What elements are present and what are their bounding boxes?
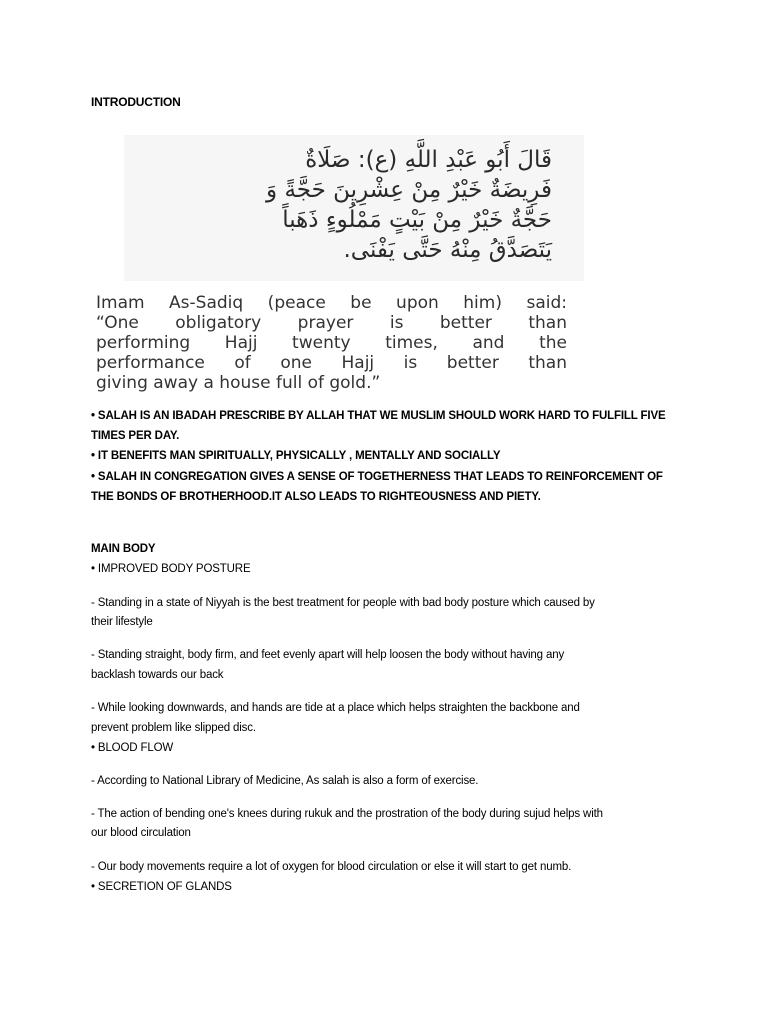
body-text-line: - Standing in a state of Niyyah is the best treatment for people with bad body posture which caused by [91,597,595,609]
main-body-heading: MAIN BODY [91,543,156,555]
body-text-line: - Our body movements require a lot of oxygen for blood circulation or else it will start to get numb. [91,861,572,873]
secretion-of-glands-heading: • SECRETION OF GLANDS [91,881,232,893]
intro-point: TIMES PER DAY. [91,430,180,442]
body-text-line: backlash towards our back [91,669,224,681]
arabic-line: حَجَّةٌ خَيْرٌ مِنْ بَيْتٍ مَمْلُوءٍ ذَهَباً [282,207,552,233]
improved-posture-heading: • IMPROVED BODY POSTURE [91,563,251,575]
body-text-line: - According to National Library of Medicine, As salah is also a form of exercise. [91,775,479,787]
intro-point: • SALAH IS AN IBADAH PRESCRIBE BY ALLAH THAT WE MUSLIM SHOULD WORK HARD TO FULFILL FIVE [91,410,666,422]
body-text-line: prevent problem like slipped disc. [91,722,256,734]
quote-line: performing Hajj twenty times, and the [96,333,567,353]
quote-line: “One obligatory prayer is better than [96,313,567,333]
quote-line: giving away a house full of gold.” [96,373,381,393]
arabic-line: قَالَ أَبُو عَبْدِ اللَّهِ (ع): صَلَاةٌ [305,147,552,173]
quote-line: performance of one Hajj is better than [96,353,567,373]
arabic-line: يَتَصَدَّقُ مِنْهُ حَتَّى يَفْنَى. [343,237,552,263]
arabic-quote-image [124,135,584,281]
intro-point: • SALAH IN CONGREGATION GIVES A SENSE OF TOGETHERNESS THAT LEADS TO REINFORCEMENT OF [91,471,663,483]
english-quote-image [96,293,567,393]
intro-point: THE BONDS OF BROTHERHOOD.IT ALSO LEADS TO RIGHTEOUSNESS AND PIETY. [91,491,541,503]
arabic-hadith-text [152,145,552,265]
blood-flow-heading: • BLOOD FLOW [91,742,174,754]
quote-line: Imam As-Sadiq (peace be upon him) said: [96,293,567,313]
arabic-line: فَرِيضَةٌ خَيْرٌ مِنْ عِشْرِينَ حَجَّةً وَ [266,177,552,203]
intro-point: • IT BENEFITS MAN SPIRITUALLY, PHYSICALLY , MENTALLY AND SOCIALLY [91,450,501,462]
body-text-line: - Standing straight, body firm, and feet evenly apart will help loosen the body without having any [91,649,565,661]
body-text-line: our blood circulation [91,827,191,839]
introduction-heading: INTRODUCTION [91,95,181,109]
body-text-line: - The action of bending one's knees during rukuk and the prostration of the body during sujud helps with [91,808,603,820]
body-text-line: - While looking downwards, and hands are tide at a place which helps straighten the backbone and [91,702,580,714]
body-text-line: their lifestyle [91,616,153,628]
